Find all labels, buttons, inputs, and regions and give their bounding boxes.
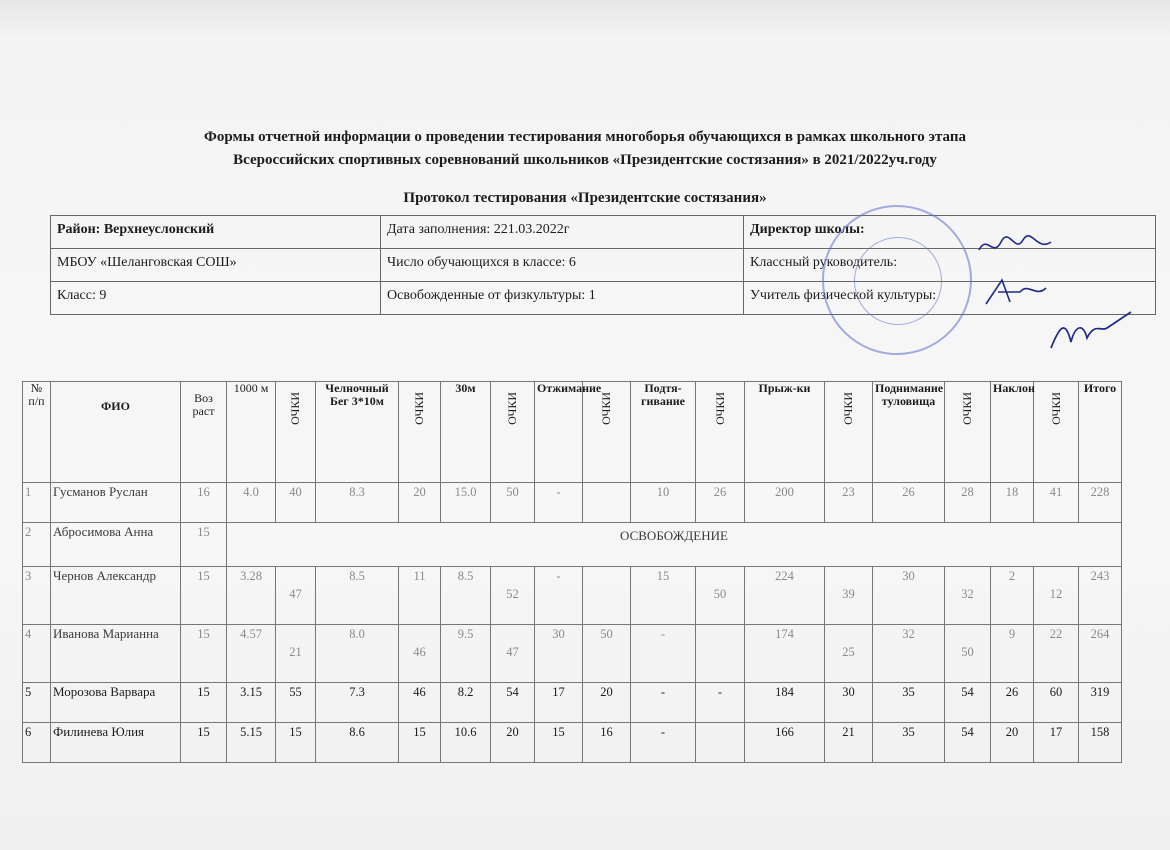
row-num: 3	[23, 567, 51, 625]
row-run1000: 4.0	[227, 483, 276, 523]
table-row	[23, 567, 1122, 625]
col-points-8: ОЧКИ	[1034, 382, 1079, 483]
row-bend: 9	[991, 625, 1034, 683]
row-num: 6	[23, 723, 51, 763]
row-pushups: -	[535, 483, 583, 523]
row-points: 20	[399, 483, 441, 523]
col-fio: ФИО	[51, 382, 181, 483]
school-cell: МБОУ «Шеланговская СОШ»	[51, 249, 381, 282]
row-shuttle: 8.0	[316, 625, 399, 683]
row-points: 15	[276, 723, 316, 763]
row-name: Гусманов Руслан	[51, 483, 181, 523]
row-num: 1	[23, 483, 51, 523]
row-points: 55	[276, 683, 316, 723]
row-points: 41	[1034, 483, 1079, 523]
class-cell: Класс: 9	[51, 282, 381, 315]
row-pushups: -	[535, 567, 583, 625]
row-run30: 9.5	[441, 625, 491, 683]
row-shuttle: 8.3	[316, 483, 399, 523]
row-shuttle: 7.3	[316, 683, 399, 723]
table-row	[23, 683, 1122, 723]
row-points: 52	[491, 567, 535, 625]
row-age: 15	[181, 683, 227, 723]
director-cell: Директор школы:	[744, 216, 1156, 249]
col-total: Итого	[1079, 382, 1122, 483]
row-points: 21	[276, 625, 316, 683]
col-shuttle: Челночный Бег 3*10м	[316, 382, 399, 483]
row-name: Абросимова Анна	[51, 523, 181, 567]
results-table	[22, 381, 1122, 763]
row-run1000: 3.15	[227, 683, 276, 723]
row-run1000: 4.57	[227, 625, 276, 683]
row-name: Филинева Юлия	[51, 723, 181, 763]
row-age: 15	[181, 523, 227, 567]
row-points: 20	[491, 723, 535, 763]
col-situps: Поднимание туловища	[873, 382, 945, 483]
row-bend: 2	[991, 567, 1034, 625]
row-age: 15	[181, 723, 227, 763]
class-teacher-cell: Классный руководитель:	[744, 249, 1156, 282]
row-pullups: -	[631, 625, 696, 683]
col-pullups: Подтя-гивание	[631, 382, 696, 483]
row-points: 47	[491, 625, 535, 683]
row-name: Иванова Марианна	[51, 625, 181, 683]
row-points: 39	[825, 567, 873, 625]
col-points-5: ОЧКИ	[696, 382, 745, 483]
row-points: 21	[825, 723, 873, 763]
table-row	[23, 483, 1122, 523]
row-exempt-note: ОСВОБОЖДЕНИЕ	[227, 523, 1122, 567]
row-points: 47	[276, 567, 316, 625]
col-bend: Наклон	[991, 382, 1034, 483]
row-points: -	[696, 683, 745, 723]
row-points: 17	[1034, 723, 1079, 763]
row-jump: 174	[745, 625, 825, 683]
col-points-2: ОЧКИ	[399, 382, 441, 483]
col-points-1: ОЧКИ	[276, 382, 316, 483]
row-jump: 200	[745, 483, 825, 523]
row-shuttle: 8.6	[316, 723, 399, 763]
row-points: 25	[825, 625, 873, 683]
col-pushups: Отжимание	[535, 382, 583, 483]
exempt-count-cell: Освобожденные от физкультуры: 1	[381, 282, 744, 315]
row-points	[583, 483, 631, 523]
row-total: 228	[1079, 483, 1122, 523]
row-points: 26	[696, 483, 745, 523]
row-run30: 8.2	[441, 683, 491, 723]
report-title-line-2: Всероссийских спортивных соревнований школьников «Президентские состязания» в 2021/2022уч.году	[233, 152, 937, 168]
row-age: 15	[181, 567, 227, 625]
row-situps: 35	[873, 723, 945, 763]
row-bend: 18	[991, 483, 1034, 523]
table-row	[23, 723, 1122, 763]
row-situps: 35	[873, 683, 945, 723]
row-situps: 30	[873, 567, 945, 625]
row-pushups: 15	[535, 723, 583, 763]
row-points: 54	[945, 683, 991, 723]
row-points: 54	[491, 683, 535, 723]
row-name: Морозова Варвара	[51, 683, 181, 723]
report-title-line-1: Формы отчетной информации о проведении тестирования многоборья обучающихся в рамках школьного этапа	[203, 129, 966, 145]
director-signature	[975, 228, 1055, 262]
class-teacher-signature	[980, 276, 1050, 310]
row-points: 15	[399, 723, 441, 763]
row-points: 50	[696, 567, 745, 625]
row-situps: 26	[873, 483, 945, 523]
col-points-7: ОЧКИ	[945, 382, 991, 483]
col-points-6: ОЧКИ	[825, 382, 873, 483]
row-jump: 224	[745, 567, 825, 625]
row-points: 20	[583, 683, 631, 723]
row-pullups: -	[631, 683, 696, 723]
col-num: № п/п	[23, 382, 51, 483]
table-row	[23, 625, 1122, 683]
row-points: 23	[825, 483, 873, 523]
row-total: 319	[1079, 683, 1122, 723]
row-points: 16	[583, 723, 631, 763]
row-pullups: 10	[631, 483, 696, 523]
row-points: 11	[399, 567, 441, 625]
col-points-3: ОЧКИ	[491, 382, 535, 483]
row-points: 22	[1034, 625, 1079, 683]
col-run30: 30м	[441, 382, 491, 483]
protocol-title: Протокол тестирования «Президентские состязания»	[403, 190, 767, 206]
row-points: 60	[1034, 683, 1079, 723]
col-points-4: ОЧКИ	[583, 382, 631, 483]
row-age: 16	[181, 483, 227, 523]
row-points	[696, 723, 745, 763]
row-pullups: 15	[631, 567, 696, 625]
pe-teacher-signature	[1045, 308, 1135, 354]
students-count-cell: Число обучающихся в классе: 6	[381, 249, 744, 282]
table-header-row	[23, 382, 1122, 483]
row-bend: 26	[991, 683, 1034, 723]
table-row	[23, 523, 1122, 567]
row-total: 243	[1079, 567, 1122, 625]
row-points: 46	[399, 625, 441, 683]
col-run1000: 1000 м	[227, 382, 276, 483]
row-points	[696, 625, 745, 683]
district-cell: Район: Верхнеуслонский	[51, 216, 381, 249]
row-total: 264	[1079, 625, 1122, 683]
fill-date-cell: Дата заполнения: 221.03.2022г	[381, 216, 744, 249]
row-bend: 20	[991, 723, 1034, 763]
row-total: 158	[1079, 723, 1122, 763]
row-points: 50	[491, 483, 535, 523]
row-points: 50	[583, 625, 631, 683]
row-pushups: 17	[535, 683, 583, 723]
row-pushups: 30	[535, 625, 583, 683]
row-points: 28	[945, 483, 991, 523]
row-run1000: 5.15	[227, 723, 276, 763]
row-points: 30	[825, 683, 873, 723]
row-run30: 15.0	[441, 483, 491, 523]
row-pullups: -	[631, 723, 696, 763]
row-points	[583, 567, 631, 625]
col-jump: Прыж-ки	[745, 382, 825, 483]
row-run30: 10.6	[441, 723, 491, 763]
row-points: 12	[1034, 567, 1079, 625]
row-shuttle: 8.5	[316, 567, 399, 625]
row-age: 15	[181, 625, 227, 683]
row-name: Чернов Александр	[51, 567, 181, 625]
row-jump: 166	[745, 723, 825, 763]
col-age: Воз раст	[181, 382, 227, 483]
row-num: 5	[23, 683, 51, 723]
row-points: 32	[945, 567, 991, 625]
row-num: 2	[23, 523, 51, 567]
row-num: 4	[23, 625, 51, 683]
row-run1000: 3.28	[227, 567, 276, 625]
row-situps: 32	[873, 625, 945, 683]
row-points: 40	[276, 483, 316, 523]
row-run30: 8.5	[441, 567, 491, 625]
school-stamp	[822, 205, 972, 355]
row-points: 50	[945, 625, 991, 683]
row-points: 46	[399, 683, 441, 723]
row-points: 54	[945, 723, 991, 763]
row-jump: 184	[745, 683, 825, 723]
pe-teacher-cell: Учитель физической культуры:	[744, 282, 1156, 315]
